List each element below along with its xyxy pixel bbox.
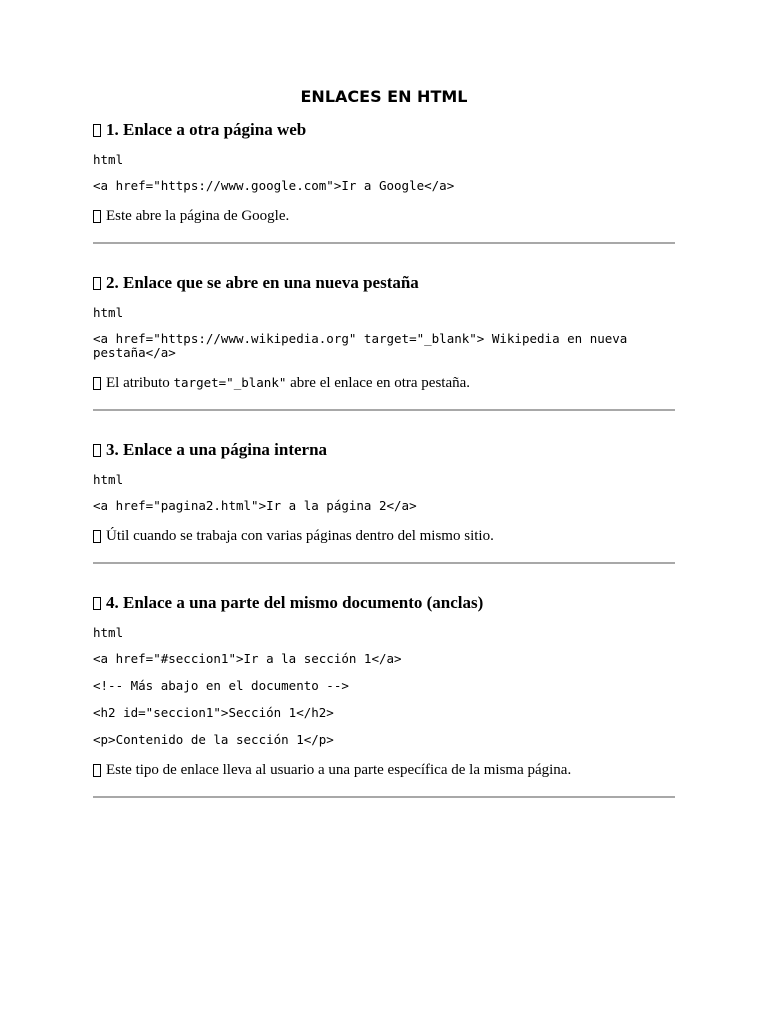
section-3 bbox=[93, 439, 675, 564]
section-heading bbox=[93, 272, 675, 294]
section-heading bbox=[93, 592, 675, 614]
code-language-label: html bbox=[93, 625, 124, 640]
missing-glyph-icon bbox=[93, 124, 101, 137]
section-heading bbox=[93, 119, 675, 141]
code-language-label: html bbox=[93, 305, 124, 320]
horizontal-divider bbox=[93, 242, 675, 244]
section-2 bbox=[93, 272, 675, 411]
section-note bbox=[93, 526, 675, 546]
missing-glyph-icon bbox=[93, 764, 101, 777]
note-text: Este abre la página de Google. bbox=[106, 208, 290, 224]
inline-code: target="_blank" bbox=[173, 375, 287, 390]
section-heading-text: 4. Enlace a una parte del mismo documento (anclas) bbox=[106, 593, 484, 612]
code-line: <a href="#seccion1">Ir a la sección 1</a> bbox=[93, 651, 402, 666]
horizontal-divider bbox=[93, 409, 675, 411]
missing-glyph-icon bbox=[93, 444, 101, 457]
note-text bbox=[106, 373, 470, 393]
section-heading-text: 1. Enlace a otra página web bbox=[106, 120, 307, 139]
code-language-label: html bbox=[93, 472, 124, 487]
missing-glyph-icon bbox=[93, 530, 101, 543]
section-heading-text: 2. Enlace que se abre en una nueva pestaña bbox=[106, 273, 419, 292]
note-text: Útil cuando se trabaja con varias páginas dentro del mismo sitio. bbox=[106, 528, 494, 544]
note-text-before: El atributo bbox=[106, 375, 174, 391]
section-heading-text: 3. Enlace a una página interna bbox=[106, 440, 328, 459]
missing-glyph-icon bbox=[93, 377, 101, 390]
code-language-label: html bbox=[93, 152, 124, 167]
note-text: Este tipo de enlace lleva al usuario a una parte específica de la misma página. bbox=[106, 762, 572, 778]
document-page bbox=[93, 86, 675, 826]
missing-glyph-icon bbox=[93, 277, 101, 290]
missing-glyph-icon bbox=[93, 210, 101, 223]
horizontal-divider bbox=[93, 562, 675, 564]
missing-glyph-icon bbox=[93, 597, 101, 610]
page-title: ENLACES EN HTML bbox=[300, 87, 468, 106]
code-line: <h2 id="seccion1">Sección 1</h2> bbox=[93, 705, 334, 720]
code-line: <a href="pagina2.html">Ir a la página 2</a> bbox=[93, 498, 417, 513]
code-line: <a href="https://www.wikipedia.org" target="_blank"> Wikipedia en nueva pestaña</a> bbox=[93, 331, 635, 360]
section-note bbox=[93, 760, 675, 780]
code-line: <!-- Más abajo en el documento --> bbox=[93, 678, 349, 693]
horizontal-divider bbox=[93, 796, 675, 798]
note-text-after: abre el enlace en otra pestaña. bbox=[286, 375, 471, 391]
code-line: <p>Contenido de la sección 1</p> bbox=[93, 732, 334, 747]
section-heading bbox=[93, 439, 675, 461]
section-note bbox=[93, 373, 675, 393]
section-1 bbox=[93, 119, 675, 244]
code-line: <a href="https://www.google.com">Ir a Google</a> bbox=[93, 178, 455, 193]
section-4 bbox=[93, 592, 675, 798]
section-note bbox=[93, 206, 675, 226]
